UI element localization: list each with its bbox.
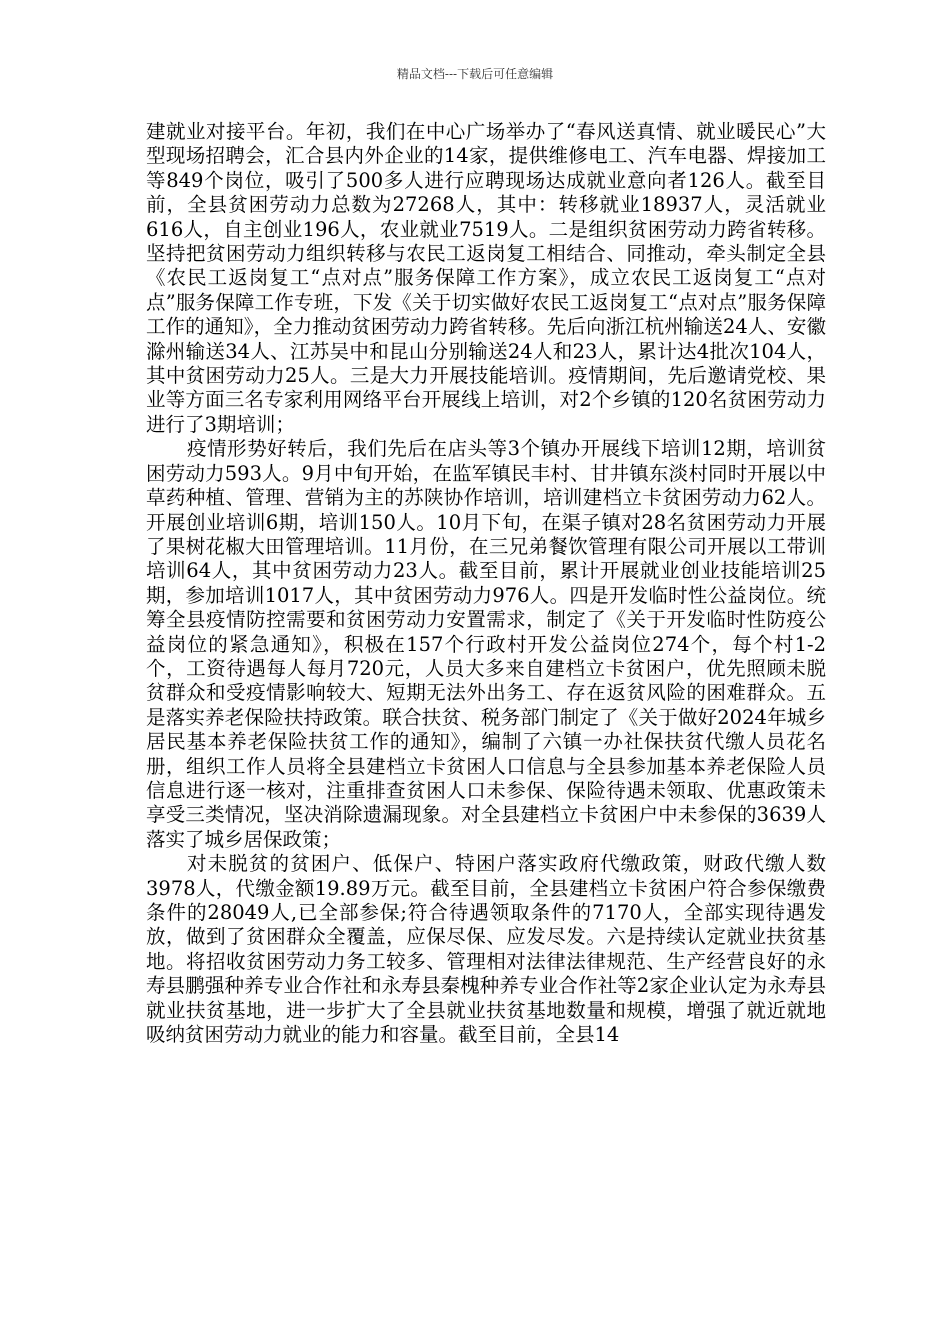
paragraph-3: 对未脱贫的贫困户、低保户、特困户落实政府代缴政策，财政代缴人数3978人，代缴金额19.89万元。截至目前，全县建档立卡贫困户符合参保缴费条件的28049人,已全部参保;符合待遇领取条件的7170人，全部实现待遇发放，做到了贫困群众全覆盖，应保尽保、应发尽发。六是持续认定就业扶贫基地。将招收贫困劳动力务工较多、管理相对法律法律规范、生产经营良好的永寿县鹏强种养专业合作社和永寿县秦槐种养专业合作社等2家企业认定为永寿县就业扶贫基地，进一步扩大了全县就业扶贫基地数量和规模，增强了就近就地吸纳贫困劳动力就业的能力和容量。截至目前，全县14 [146, 852, 826, 1047]
paragraph-1: 建就业对接平台。年初，我们在中心广场举办了“春风送真情、就业暖民心”大型现场招聘会，汇合县内外企业的14家，提供维修电工、汽车电器、焊接加工等849个岗位，吸引了500多人进行应聘现场达成就业意向者126人。截至目前，全县贫困劳动力总数为27268人，其中：转移就业18937人，灵活就业616人，自主创业196人，农业就业7519人。二是组织贫困劳动力跨省转移。坚持把贫困劳动力组织转移与农民工返岗复工相结合、同推动，牵头制定全县《农民工返岗复工“点对点”服务保障工作方案》，成立农民工返岗复工“点对点”服务保障工作专班，下发《关于切实做好农民工返岗复工“点对点”服务保障工作的通知》，全力推动贫困劳动力跨省转移。先后向浙江杭州输送24人、安徽滁州输送34人、江苏吴中和昆山分别输送24人和23人，累计达4批次104人，其中贫困劳动力25人。三是大力开展技能培训。疫情期间，先后邀请党校、果业等方面三名专家利用网络平台开展线上培训，对2个乡镇的120名贫困劳动力进行了3期培训； [146, 120, 826, 436]
document-body [146, 120, 826, 1047]
page-header: 精品文档---下载后可任意编辑 [396, 67, 554, 81]
paragraph-2: 疫情形势好转后，我们先后在店头等3个镇办开展线下培训12期，培训贫困劳动力593人。9月中旬开始，在监军镇民丰村、甘井镇东淡村同时开展以中草药种植、管理、营销为主的苏陕协作培训，培训建档立卡贫困劳动力62人。开展创业培训6期，培训150人。10月下旬，在渠子镇对28名贫困劳动力开展了果树花椒大田管理培训。11月份，在三兄弟餐饮管理有限公司开展以工带训培训64人，其中贫困劳动力23人。截至目前，累计开展就业创业技能培训25期，参加培训1017人，其中贫困劳动力976人。四是开发临时性公益岗位。统筹全县疫情防控需要和贫困劳动力安置需求，制定了《关于开发临时性防疫公益岗位的紧急通知》，积极在157个行政村开发公益岗位274个，每个村1-2个，工资待遇每人每月720元，人员大多来自建档立卡贫困户，优先照顾未脱贫群众和受疫情影响较大、短期无法外出务工、存在返贫风险的困难群众。五是落实养老保险扶持政策。联合扶贫、税务部门制定了《关于做好2024年城乡居民基本养老保险扶贫工作的通知》，编制了六镇一办社保扶贫代缴人员花名册，组织工作人员将全县建档立卡贫困人口信息与全县参加基本养老保险人员信息进行逐一核对，注重排查贫困人口未参保、保险待遇未领取、优惠政策未享受三类情况，坚决消除遗漏现象。对全县建档立卡贫困户中未参保的3639人落实了城乡居保政策； [146, 437, 826, 851]
